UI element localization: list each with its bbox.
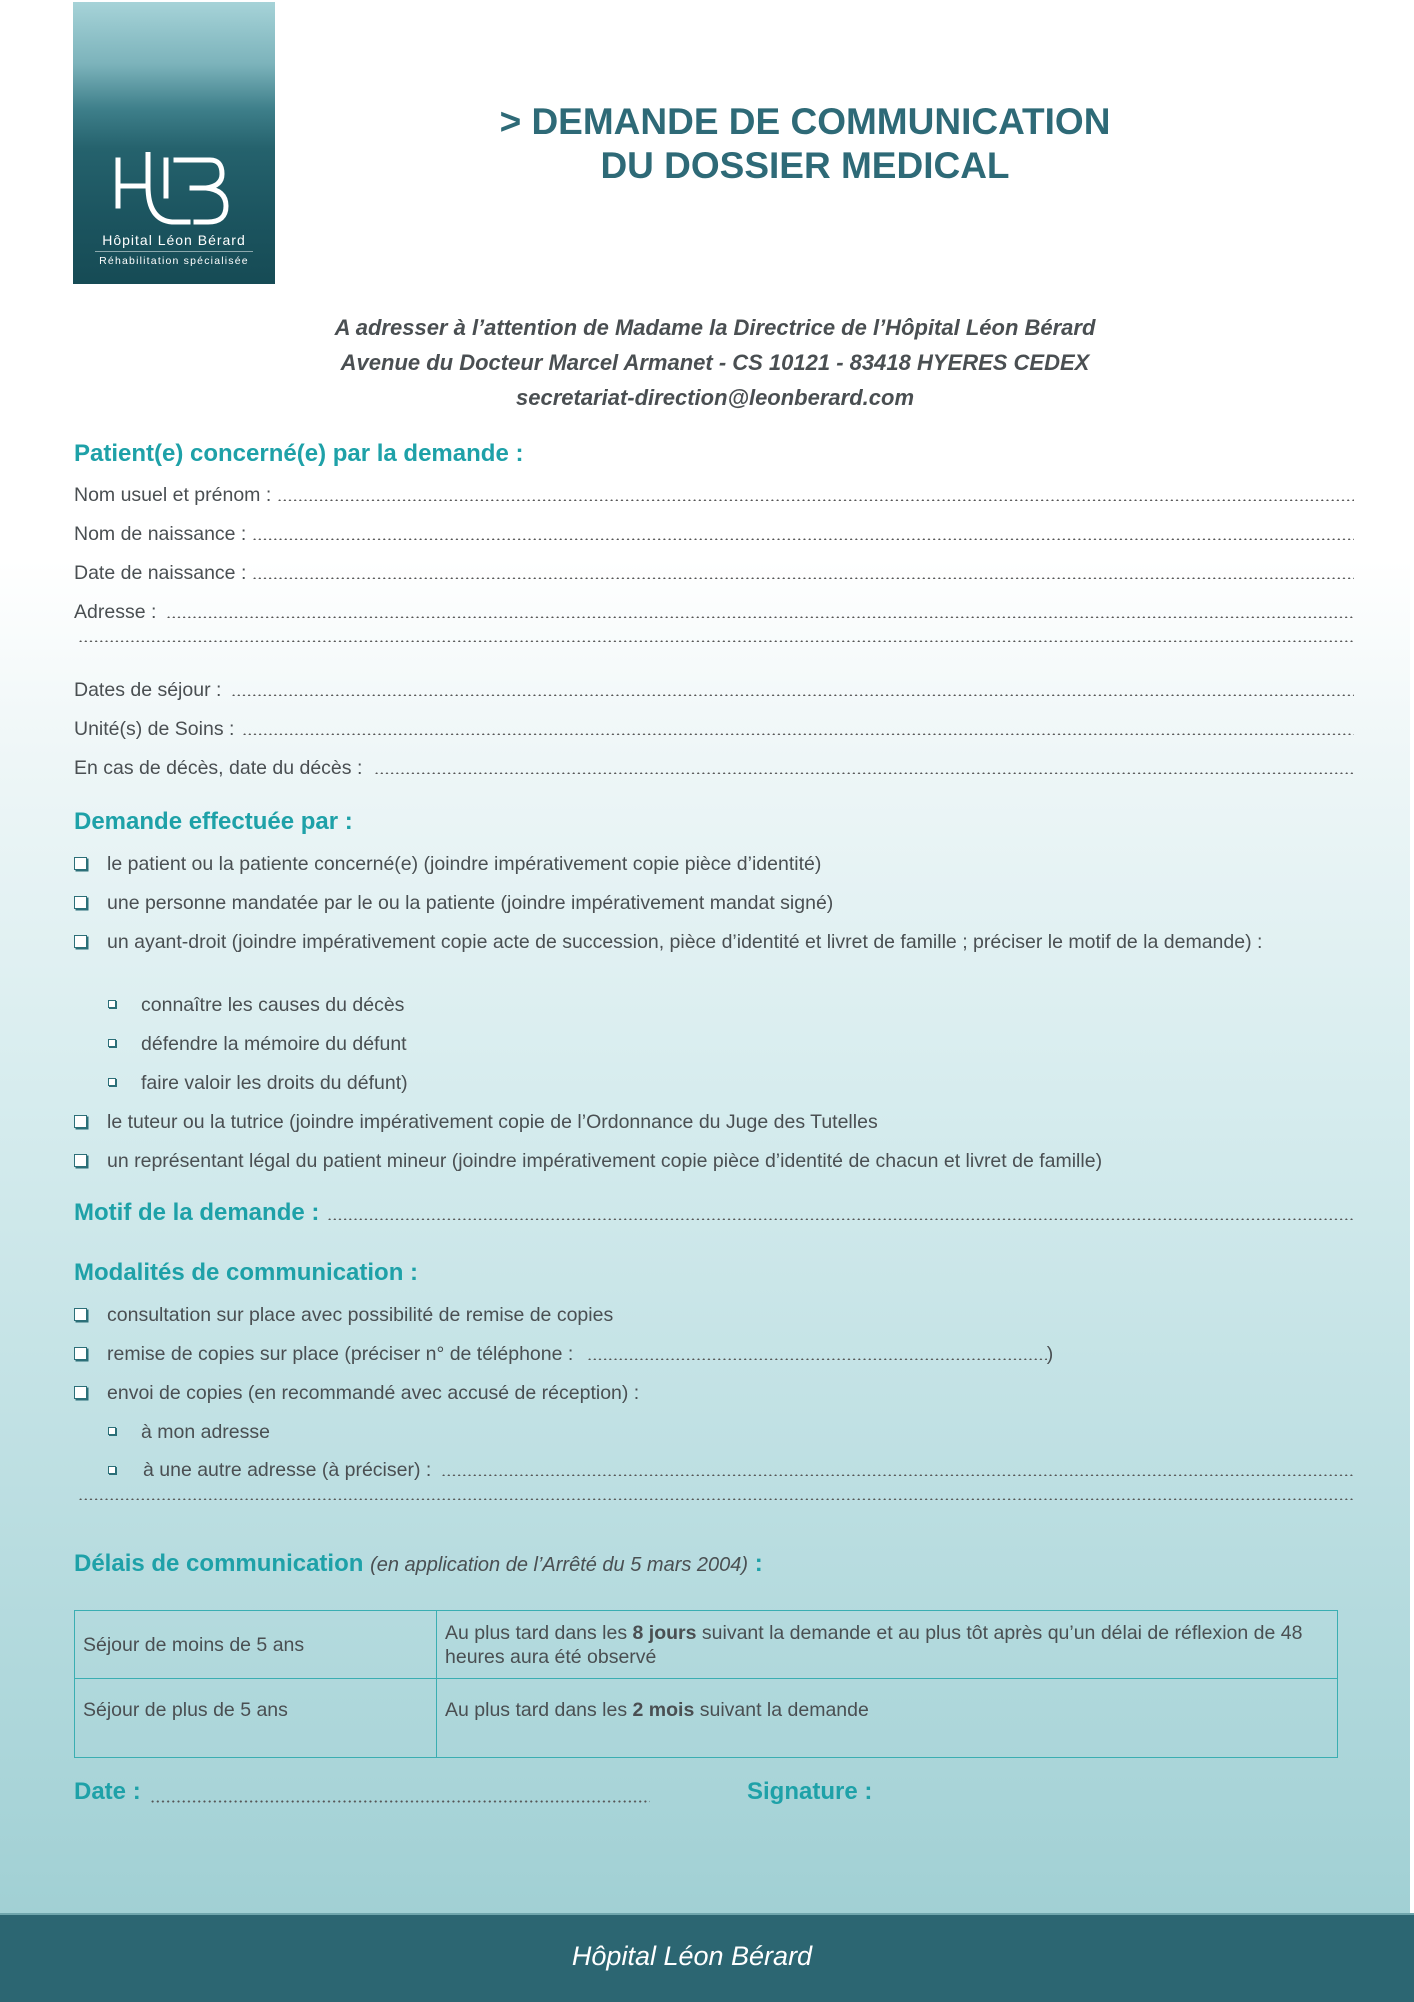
option-label: à mon adresse — [141, 1421, 270, 1443]
checkbox-icon[interactable] — [74, 1154, 87, 1167]
modalites-section-heading: Modalités de communication : — [74, 1259, 419, 1286]
nom-usuel-input[interactable] — [277, 499, 1354, 501]
unites-soins-input[interactable] — [242, 733, 1354, 735]
option-label: défendre la mémoire du défunt — [141, 1033, 407, 1055]
delais-heading-text: Délais de communication — [74, 1550, 364, 1577]
checkbox-icon[interactable] — [74, 1308, 87, 1321]
field-label: Dates de séjour : — [74, 679, 222, 701]
recipient-address — [280, 310, 1150, 415]
title-line-2: DU DOSSIER MEDICAL — [600, 145, 1010, 186]
option-label: à une autre adresse (à préciser) : — [143, 1459, 432, 1481]
option-label: faire valoir les droits du défunt) — [141, 1072, 408, 1094]
delais-heading-colon: : — [754, 1550, 763, 1577]
dates-sejour-input[interactable] — [231, 694, 1354, 696]
field-dates-sejour — [74, 679, 1354, 702]
delay-text-post: suivant la demande et au plus tôt après qu’un délai de réflexion de 48 heures aura été observé — [445, 1621, 1303, 1668]
adresse-line2-input[interactable] — [78, 640, 1354, 642]
option-suffix: ) — [1046, 1343, 1054, 1365]
requester-option-tuteur[interactable] — [74, 1110, 1324, 1134]
small-checkbox-icon[interactable] — [108, 1000, 116, 1008]
ayant-droit-sub-causes[interactable] — [108, 993, 1358, 1017]
autre-adresse-continued — [74, 1498, 1354, 1506]
small-checkbox-icon[interactable] — [108, 1427, 116, 1435]
field-label: Adresse : — [74, 601, 157, 623]
field-adresse-continued — [74, 640, 1354, 648]
logo-divider — [95, 251, 253, 252]
signature-label: Signature : — [747, 1778, 873, 1805]
requester-section-heading: Demande effectuée par : — [74, 808, 353, 835]
field-date-naissance — [74, 562, 1354, 585]
delay-text-pre: Au plus tard dans les — [445, 1699, 633, 1721]
footer-banner — [0, 1913, 1414, 2002]
checkbox-icon[interactable] — [74, 1115, 87, 1128]
checkbox-icon[interactable] — [74, 1386, 87, 1399]
option-label: une personne mandatée par le ou la patiente (joindre impérativement mandat signé) — [107, 892, 834, 914]
option-label: remise de copies sur place (préciser n° de téléphone : — [107, 1343, 574, 1365]
checkbox-icon[interactable] — [74, 857, 87, 870]
field-unites-soins — [74, 718, 1354, 741]
option-label: consultation sur place avec possibilité de remise de copies — [107, 1304, 614, 1326]
address-line-1: A adresser à l’attention de Madame la Directrice de l’Hôpital Léon Bérard — [334, 315, 1096, 340]
date-deces-input[interactable] — [374, 772, 1354, 774]
delay-cell — [437, 1679, 1338, 1758]
motif-row — [74, 1199, 1354, 1227]
motif-input[interactable] — [327, 1218, 1354, 1220]
delay-text-bold: 2 mois — [632, 1699, 695, 1721]
delais-section-heading — [74, 1550, 763, 1578]
field-label: Nom usuel et prénom : — [74, 484, 272, 506]
option-label: connaître les causes du décès — [141, 994, 405, 1016]
option-label: le tuteur ou la tutrice (joindre impérativement copie de l’Ordonnance du Juge des Tutelles — [107, 1111, 878, 1133]
address-email[interactable]: secretariat-direction@leonberard.com — [515, 385, 915, 410]
table-row — [75, 1679, 1338, 1758]
small-checkbox-icon[interactable] — [108, 1466, 116, 1474]
requester-option-ayant-droit[interactable] — [74, 930, 1324, 954]
date-label: Date : — [74, 1778, 141, 1805]
title-line-1: > DEMANDE DE COMMUNICATION — [499, 101, 1111, 142]
delay-text-bold: 8 jours — [632, 1621, 697, 1644]
checkbox-icon[interactable] — [74, 1347, 87, 1360]
option-label: un représentant légal du patient mineur (joindre impérativement copie pièce d’identité de chacun et livret de famille) — [107, 1150, 1103, 1172]
date-input[interactable] — [150, 1800, 650, 1803]
hlb-monogram-icon — [110, 152, 240, 232]
hospital-logo — [73, 2, 275, 284]
patient-section-heading: Patient(e) concerné(e) par la demande : — [74, 440, 524, 467]
requester-option-patient[interactable] — [74, 852, 1324, 876]
field-date-deces — [74, 757, 1354, 780]
delais-table — [74, 1610, 1338, 1758]
stay-duration-cell: Séjour de moins de 5 ans — [75, 1611, 437, 1679]
delay-cell — [437, 1611, 1338, 1679]
delay-text-post: suivant la demande — [694, 1699, 869, 1721]
envoi-sub-autre-adresse[interactable] — [108, 1459, 1354, 1482]
option-label: envoi de copies (en recommandé avec accusé de réception) : — [107, 1382, 640, 1404]
field-label: En cas de décès, date du décès : — [74, 757, 363, 779]
date-naissance-input[interactable] — [252, 577, 1354, 579]
field-label: Unité(s) de Soins : — [74, 718, 235, 740]
requester-option-representant-legal[interactable] — [74, 1149, 1324, 1173]
ayant-droit-sub-droits[interactable] — [108, 1071, 1358, 1095]
field-label: Nom de naissance : — [74, 523, 247, 545]
small-checkbox-icon[interactable] — [108, 1039, 116, 1047]
address-line-2: Avenue du Docteur Marcel Armanet - CS 10121 - 83418 HYERES CEDEX — [340, 350, 1090, 375]
autre-adresse-line2-input[interactable] — [78, 1498, 1354, 1500]
autre-adresse-input[interactable] — [441, 1474, 1354, 1476]
requester-option-mandataire[interactable] — [74, 891, 1324, 915]
checkbox-icon[interactable] — [74, 935, 87, 948]
nom-naissance-input[interactable] — [252, 538, 1354, 540]
envoi-sub-mon-adresse[interactable] — [108, 1420, 1358, 1444]
field-label: Date de naissance : — [74, 562, 247, 584]
table-row — [75, 1611, 1338, 1679]
ayant-droit-sub-memoire[interactable] — [108, 1032, 1358, 1056]
phone-input[interactable] — [587, 1358, 1047, 1360]
option-label: un ayant-droit (joindre impérativement copie acte de succession, pièce d’identité et livret de famille ; préciser le motif de la demande) : — [107, 931, 1263, 953]
small-checkbox-icon[interactable] — [108, 1078, 116, 1086]
modalite-option-envoi[interactable] — [74, 1381, 1324, 1405]
delay-text-pre: Au plus tard dans les — [445, 1621, 633, 1644]
modalite-option-consultation[interactable] — [74, 1303, 1324, 1327]
adresse-input[interactable] — [166, 616, 1354, 618]
document-title — [380, 100, 1230, 188]
option-label: le patient ou la patiente concerné(e) (joindre impérativement copie pièce d’identité) — [107, 853, 822, 875]
field-adresse — [74, 601, 1354, 624]
checkbox-icon[interactable] — [74, 896, 87, 909]
field-nom-usuel — [74, 484, 1354, 507]
option-label-row — [107, 1342, 1324, 1366]
modalite-option-remise-sur-place[interactable] — [74, 1342, 1324, 1366]
delais-heading-note: (en application de l’Arrêté du 5 mars 2004) — [370, 1554, 749, 1576]
logo-hospital-name: Hôpital Léon Bérard — [102, 232, 246, 248]
motif-heading: Motif de la demande : — [74, 1199, 320, 1226]
field-nom-naissance — [74, 523, 1354, 546]
stay-duration-cell: Séjour de plus de 5 ans — [75, 1679, 437, 1758]
footer-hospital-name: Hôpital Léon Bérard — [571, 1941, 813, 1971]
logo-subtitle: Réhabilitation spécialisée — [99, 255, 249, 267]
